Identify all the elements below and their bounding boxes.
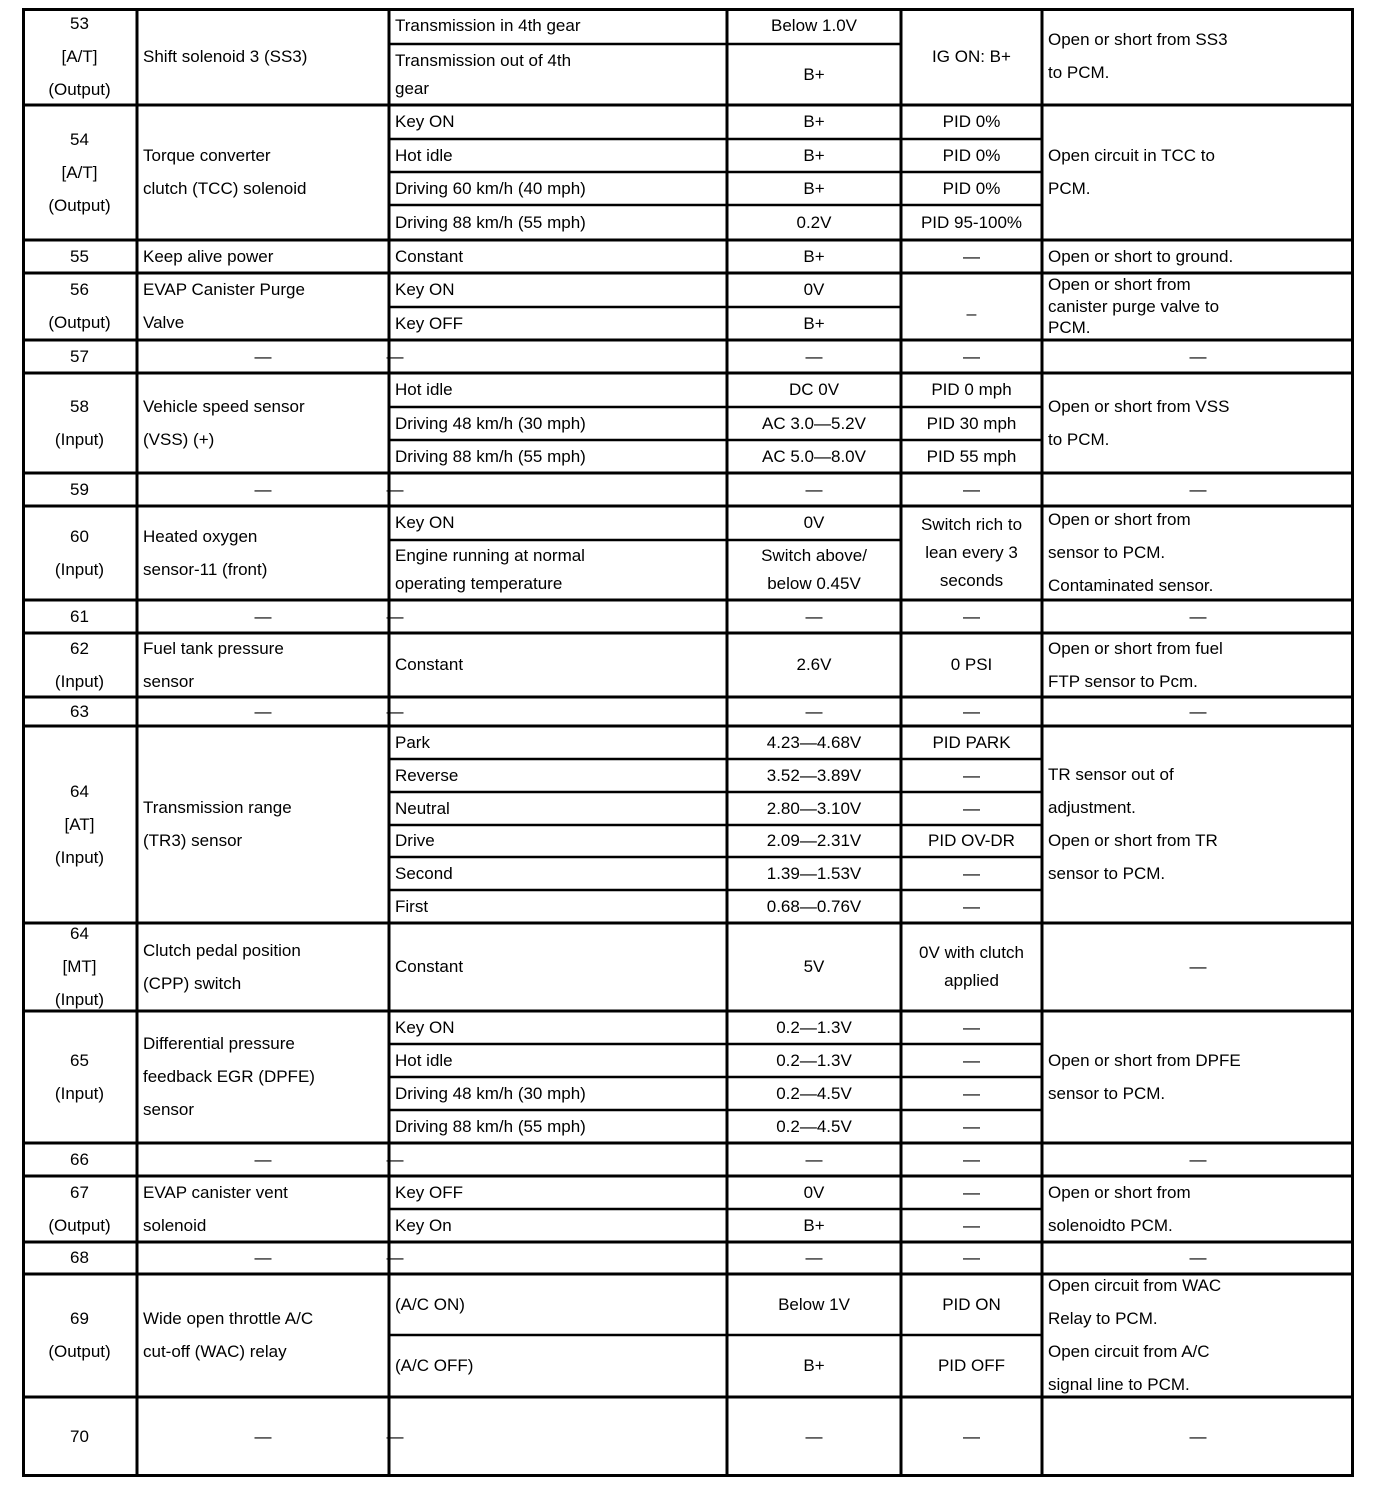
fault-text: TR sensor out of: [1048, 765, 1174, 784]
reference-value: —: [963, 1182, 980, 1202]
conditions-value: Engine running at normal: [395, 546, 585, 565]
reference-value: PID OFF: [937, 1356, 1006, 1375]
fault-text: Open or short from DPFE: [1048, 1050, 1241, 1070]
pin-number: 65: [70, 1050, 89, 1070]
reference-value: PID 0%: [942, 145, 1001, 165]
pin-number: 57: [70, 346, 89, 366]
voltage-value: —: [805, 1248, 823, 1267]
voltage-value: 0.2—1.3V: [776, 1050, 852, 1070]
circuit-name-line: cut-off (WAC) relay: [143, 1342, 287, 1361]
conditions-value: —: [386, 1248, 404, 1267]
circuit-name: —: [254, 701, 272, 721]
conditions-value: Key OFF: [395, 1182, 464, 1202]
pin-number: 64: [70, 924, 89, 943]
reference-value: PID 0%: [942, 112, 1001, 131]
reference-value: IG ON: B+: [932, 46, 1011, 66]
conditions-value: Driving 48 km/h (30 mph): [395, 413, 586, 433]
reference-value: —: [963, 1116, 980, 1136]
circuit-name-line: Heated oxygen: [143, 526, 258, 546]
reference-value: —: [963, 896, 980, 916]
pin-number: (Input): [54, 671, 105, 691]
pin-number: 53: [70, 13, 89, 33]
circuit-name-line: Transmission range: [143, 798, 292, 817]
pin-number: [A/T]: [61, 46, 98, 66]
voltage-value: 0.2—4.5V: [776, 1116, 852, 1136]
fault-text: sensor to PCM.: [1048, 864, 1166, 883]
conditions-value: Key ON: [395, 112, 455, 131]
pin-number: (Output): [48, 313, 111, 332]
circuit-name-line: sensor: [143, 1100, 195, 1119]
pin-number: 62: [70, 638, 89, 658]
pin-number: 66: [70, 1149, 89, 1169]
pin-number: 59: [70, 479, 89, 499]
reference-value: seconds: [939, 571, 1004, 590]
circuit-name-line: Shift solenoid 3 (SS3): [143, 46, 308, 66]
fault-text: —: [1189, 346, 1207, 366]
reference-value: —: [963, 246, 980, 266]
circuit-name-line: solenoid: [143, 1215, 207, 1235]
voltage-value: B+: [803, 145, 825, 165]
circuit-name-line: (CPP) switch: [143, 973, 242, 993]
reference-value: —: [963, 798, 980, 818]
reference-value: —: [963, 863, 980, 883]
pin-number: 55: [70, 246, 89, 266]
conditions-value: Transmission in 4th gear: [395, 16, 581, 35]
fault-text: signal line to PCM.: [1048, 1375, 1190, 1394]
conditions-value: Hot idle: [395, 145, 453, 165]
conditions-value: Key ON: [395, 1017, 455, 1037]
reference-value: PID 30 mph: [926, 413, 1017, 433]
pin-number: 54: [70, 129, 89, 149]
reference-value: —: [963, 701, 980, 721]
fault-text: FTP sensor to Pcm.: [1048, 671, 1198, 691]
reference-value: —: [963, 479, 980, 499]
reference-value: —: [963, 346, 980, 366]
circuit-name: —: [254, 1149, 272, 1169]
circuit-name-line: feedback EGR (DPFE): [143, 1067, 315, 1086]
circuit-name: —: [254, 346, 272, 366]
reference-value: —: [963, 1248, 980, 1267]
voltage-value: —: [805, 479, 823, 499]
fault-text: PCM.: [1048, 318, 1091, 337]
circuit-name-line: (VSS) (+): [143, 429, 215, 449]
fault-text: Contaminated sensor.: [1048, 576, 1214, 595]
pin-number: (Output): [48, 1215, 111, 1235]
conditions-value: Transmission out of 4th: [395, 50, 572, 70]
voltage-value: 0.68—0.76V: [766, 896, 862, 916]
table-grid: [22, 8, 1354, 1477]
reference-value: applied: [944, 971, 999, 990]
reference-value: PID 0%: [942, 178, 1001, 198]
conditions-value: (A/C ON): [395, 1294, 465, 1314]
conditions-value: Driving 88 km/h (55 mph): [395, 212, 586, 232]
voltage-value: DC 0V: [788, 380, 840, 399]
circuit-name-line: Fuel tank pressure: [143, 638, 284, 658]
voltage-value: 0.2—1.3V: [776, 1017, 852, 1037]
circuit-name-line: Differential pressure: [143, 1034, 295, 1053]
reference-value: 0 PSI: [950, 655, 993, 674]
conditions-value: —: [386, 1149, 404, 1169]
voltage-value: 0V: [803, 280, 825, 299]
conditions-value: operating temperature: [395, 574, 563, 593]
pin-number: [A/T]: [61, 162, 98, 182]
circuit-name-line: EVAP canister vent: [143, 1182, 288, 1202]
voltage-value: B+: [803, 112, 825, 131]
reference-value: PID OV-DR: [928, 831, 1015, 850]
fault-text: —: [1189, 1427, 1207, 1446]
conditions-value: Driving 88 km/h (55 mph): [395, 1116, 586, 1136]
voltage-value: 0.2—4.5V: [776, 1083, 852, 1103]
conditions-value: Constant: [395, 655, 464, 674]
pin-number: 60: [70, 526, 89, 546]
pin-number: 64: [70, 781, 89, 801]
voltage-value: B+: [803, 178, 825, 198]
pin-number: [AT]: [64, 814, 95, 834]
fault-text: adjustment.: [1048, 798, 1136, 817]
circuit-name: —: [254, 1427, 272, 1446]
circuit-name-line: sensor-11 (front): [143, 559, 268, 579]
voltage-value: B+: [803, 64, 825, 84]
conditions-value: Hot idle: [395, 380, 453, 399]
voltage-value: below 0.45V: [767, 574, 861, 593]
conditions-value: Constant: [395, 246, 464, 266]
fault-text: Open or short from SS3: [1048, 30, 1228, 49]
conditions-value: Second: [395, 863, 453, 883]
circuit-name-line: Valve: [143, 313, 185, 332]
fault-text: Open or short from: [1048, 275, 1191, 294]
circuit-name-line: Vehicle speed sensor: [143, 396, 305, 416]
voltage-value: Switch above/: [761, 546, 867, 565]
pin-number: (Output): [48, 195, 111, 215]
pin-number: (Output): [48, 1342, 111, 1361]
circuit-name: —: [254, 1248, 272, 1267]
voltage-value: 4.23—4.68V: [766, 732, 862, 752]
pin-number: 67: [70, 1182, 89, 1202]
circuit-name-line: sensor: [143, 671, 195, 691]
conditions-value: Park: [395, 732, 430, 752]
reference-value: _: [966, 296, 977, 316]
conditions-value: Driving 88 km/h (55 mph): [395, 446, 586, 466]
voltage-value: 3.52—3.89V: [766, 765, 862, 785]
conditions-value: —: [386, 606, 404, 626]
reference-value: PID PARK: [932, 732, 1011, 752]
reference-value: —: [963, 1427, 980, 1446]
circuit-name-line: (TR3) sensor: [143, 831, 243, 850]
fault-text: —: [1189, 479, 1207, 499]
fault-text: Open or short from TR: [1048, 831, 1218, 850]
fault-text: PCM.: [1048, 179, 1091, 198]
reference-value: —: [963, 1149, 980, 1169]
fault-text: Open circuit from A/C: [1048, 1342, 1210, 1361]
fault-text: Open or short from VSS: [1048, 396, 1230, 416]
fault-text: —: [1189, 606, 1207, 626]
reference-value: PID 95-100%: [920, 212, 1023, 232]
pin-number: (Input): [54, 990, 105, 1009]
fault-text: to PCM.: [1048, 429, 1110, 449]
fault-text: —: [1189, 1149, 1207, 1169]
voltage-value: —: [805, 1149, 823, 1169]
fault-text: sensor to PCM.: [1048, 543, 1166, 562]
circuit-name-line: Wide open throttle A/C: [143, 1309, 314, 1328]
conditions-value: —: [386, 479, 404, 499]
pin-number: 56: [70, 280, 89, 299]
voltage-value: —: [805, 701, 823, 721]
voltage-value: B+: [803, 1356, 825, 1375]
voltage-value: 0V: [803, 513, 825, 532]
reference-value: PID 55 mph: [926, 446, 1017, 466]
pin-number: 69: [70, 1309, 89, 1328]
fault-text: Open or short from fuel: [1048, 638, 1223, 658]
fault-text: Relay to PCM.: [1048, 1309, 1158, 1328]
voltage-value: 5V: [803, 957, 825, 976]
voltage-value: AC 5.0—8.0V: [762, 446, 866, 466]
pin-number: 63: [70, 701, 89, 721]
voltage-value: —: [805, 346, 823, 366]
fault-text: —: [1189, 701, 1207, 721]
reference-value: —: [963, 765, 980, 785]
voltage-value: B+: [803, 313, 825, 333]
voltage-value: 2.80—3.10V: [766, 798, 862, 818]
fault-text: Open circuit from WAC: [1048, 1276, 1222, 1295]
voltage-value: Below 1V: [778, 1294, 850, 1314]
fault-text: —: [1189, 957, 1207, 976]
voltage-value: 2.09—2.31V: [766, 831, 862, 850]
reference-value: —: [963, 1050, 980, 1070]
reference-value: PID 0 mph: [931, 380, 1012, 399]
conditions-value: —: [386, 701, 404, 721]
voltage-value: 2.6V: [796, 655, 832, 674]
pin-number: (Input): [54, 847, 105, 867]
voltage-value: —: [805, 606, 823, 626]
fault-text: Open or short from: [1048, 1182, 1191, 1202]
circuit-name: —: [254, 479, 272, 499]
pin-number: [MT]: [62, 957, 97, 976]
conditions-value: Key OFF: [395, 313, 464, 333]
voltage-value: 0.2V: [796, 212, 832, 232]
voltage-value: —: [805, 1427, 823, 1446]
reference-value: 0V with clutch: [919, 943, 1024, 962]
conditions-value: Constant: [395, 957, 464, 976]
conditions-value: gear: [395, 78, 430, 98]
conditions-value: —: [386, 1427, 404, 1446]
voltage-value: 0V: [803, 1182, 825, 1202]
reference-value: Switch rich to: [920, 515, 1023, 534]
conditions-value: Driving 48 km/h (30 mph): [395, 1083, 586, 1103]
conditions-value: Driving 60 km/h (40 mph): [395, 178, 586, 198]
voltage-value: AC 3.0—5.2V: [762, 413, 866, 433]
fault-text: Open or short to ground.: [1048, 246, 1234, 266]
reference-value: —: [963, 1083, 980, 1103]
fault-text: sensor to PCM.: [1048, 1083, 1166, 1103]
conditions-value: (A/C OFF): [395, 1356, 474, 1375]
reference-value: —: [963, 1017, 980, 1037]
circuit-name-line: Torque converter: [143, 146, 271, 165]
conditions-value: Key On: [395, 1215, 452, 1235]
conditions-value: Key ON: [395, 513, 455, 532]
reference-value: —: [963, 1215, 980, 1235]
pin-number: (Input): [54, 1083, 105, 1103]
circuit-name-line: Clutch pedal position: [143, 940, 301, 960]
pin-number: (Output): [48, 79, 111, 99]
pin-number: 58: [70, 396, 89, 416]
circuit-name-line: Keep alive power: [143, 246, 274, 266]
fault-text: —: [1189, 1248, 1207, 1267]
pcm-pin-table: [22, 8, 1354, 1477]
conditions-value: —: [386, 346, 404, 366]
voltage-value: B+: [803, 1215, 825, 1235]
conditions-value: Neutral: [395, 798, 450, 818]
fault-text: to PCM.: [1048, 63, 1110, 82]
voltage-value: 1.39—1.53V: [766, 863, 862, 883]
pin-number: (Input): [54, 429, 105, 449]
reference-value: —: [963, 606, 980, 626]
voltage-value: B+: [803, 246, 825, 266]
circuit-name-line: clutch (TCC) solenoid: [143, 179, 307, 198]
fault-text: canister purge valve to: [1048, 296, 1220, 316]
pin-number: (Input): [54, 559, 105, 579]
reference-value: lean every 3: [925, 543, 1018, 562]
circuit-name-line: EVAP Canister Purge: [143, 280, 305, 299]
pin-number: 70: [70, 1427, 89, 1446]
reference-value: PID ON: [942, 1294, 1001, 1314]
fault-text: Open circuit in TCC to: [1048, 146, 1215, 165]
conditions-value: Key ON: [395, 280, 455, 299]
fault-text: Open or short from: [1048, 510, 1191, 529]
voltage-value: Below 1.0V: [771, 16, 857, 35]
conditions-value: First: [395, 896, 429, 916]
circuit-name: —: [254, 606, 272, 626]
fault-text: solenoidto PCM.: [1048, 1215, 1173, 1235]
pin-number: 61: [70, 606, 89, 626]
conditions-value: Hot idle: [395, 1050, 453, 1070]
conditions-value: Reverse: [395, 765, 459, 785]
pin-number: 68: [70, 1248, 89, 1267]
conditions-value: Drive: [395, 831, 435, 850]
